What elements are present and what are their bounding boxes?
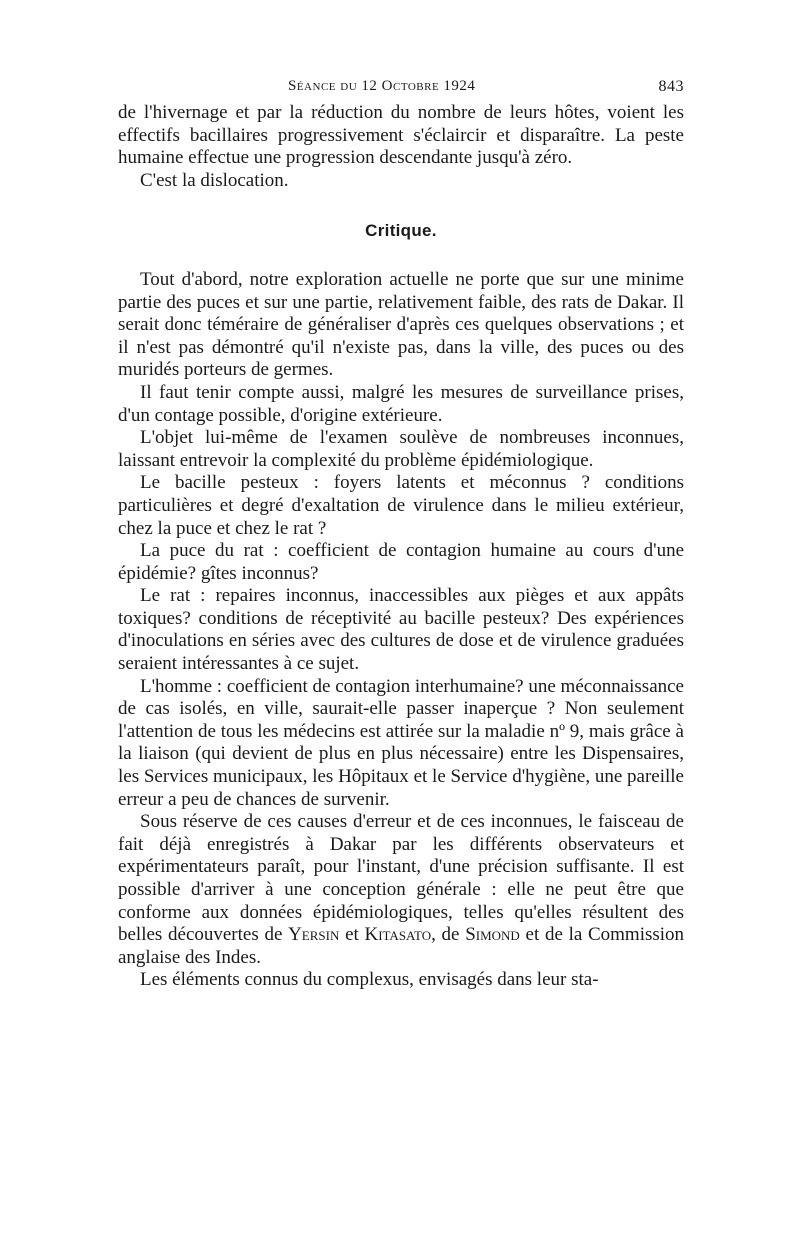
running-title: Séance du 12 Octobre 1924 [288,78,476,94]
document-page [118,72,684,992]
author-name: Kitasato [364,924,432,946]
paragraph: La puce du rat : coefficient de contagion humaine au cours d'une épidémie? gîtes inconnus? [118,540,684,584]
closing-text: Sous réserve de ces causes d'erreur et de ces inconnues, le faisceau de fait déjà enregistrés à Dakar par les différents observateurs et expérimentateurs paraît, pour l'instant, d'une précision suffisante. Il est possible d'arriver à une conception générale : elle ne peut être que conforme aux données épidémiologiques, telles qu'elles résultent des belles découvertes de [118,811,684,946]
paragraph: L'objet lui-même de l'examen soulève de nombreuses inconnues, laissant entrevoir la complexité du problème épidémiologique. [118,427,684,471]
section-heading: Critique. [365,221,437,241]
paragraph: C'est la dislocation. [140,169,289,191]
page-number: 843 [658,78,684,95]
paragraph: Le bacille pesteux : foyers latents et méconnus ? conditions particulières et degré d'exaltation de virulence dans le milieu extérieur, chez la puce et chez le rat ? [118,472,684,539]
author-name: Yersin [288,924,340,946]
paragraph-closing [118,811,684,969]
body-text [118,102,684,992]
paragraph-continued: Les éléments connus du complexus, envisagés dans leur sta- [140,969,599,991]
running-header [118,72,684,102]
paragraph: Tout d'abord, notre exploration actuelle ne porte que sur une minime partie des puces et sur une partie, relativement faible, des rats de Dakar. Il serait donc téméraire de généraliser d'après ces quelques observations ; et il n'est pas démontré qu'il n'existe pas, dans la ville, des puces ou des muridés porteurs de germes. [118,268,684,381]
closing-text: et de la Commission anglaise des Indes. [118,924,685,968]
paragraph: de l'hivernage et par la réduction du nombre de leurs hôtes, voient les effectifs bacillaires progressivement s'éclaircir et disparaître. La peste humaine effectue une progression descendante jusqu'à zéro. [118,102,684,169]
paragraph: Le rat : repaires inconnus, inaccessibles aux pièges et aux appâts toxiques? conditions de réceptivité au bacille pesteux? Des expériences d'inoculations en séries avec des cultures de dose et de virulence graduées seraient intéressantes à ce sujet. [118,585,684,675]
paragraph: Il faut tenir compte aussi, malgré les mesures de surveillance prises, d'un contage possible, d'origine extérieure. [118,381,684,426]
conjunction: et [345,924,359,946]
paragraph: L'homme : coefficient de contagion interhumaine? une méconnaissance de cas isolés, en ville, saurait-elle passer inaperçue ? Non seulement l'attention de tous les médecins est attirée sur la maladie nº 9, mais grâce à la liaison (qui devient de plus en plus nécessaire) entre les Dispensaires, les Services municipaux, les Hôpitaux et le Service d'hygiène, une pareille erreur a peu de chances de survenir. [118,675,684,810]
author-name: Simond [465,924,520,946]
closing-text: , de [431,924,460,946]
